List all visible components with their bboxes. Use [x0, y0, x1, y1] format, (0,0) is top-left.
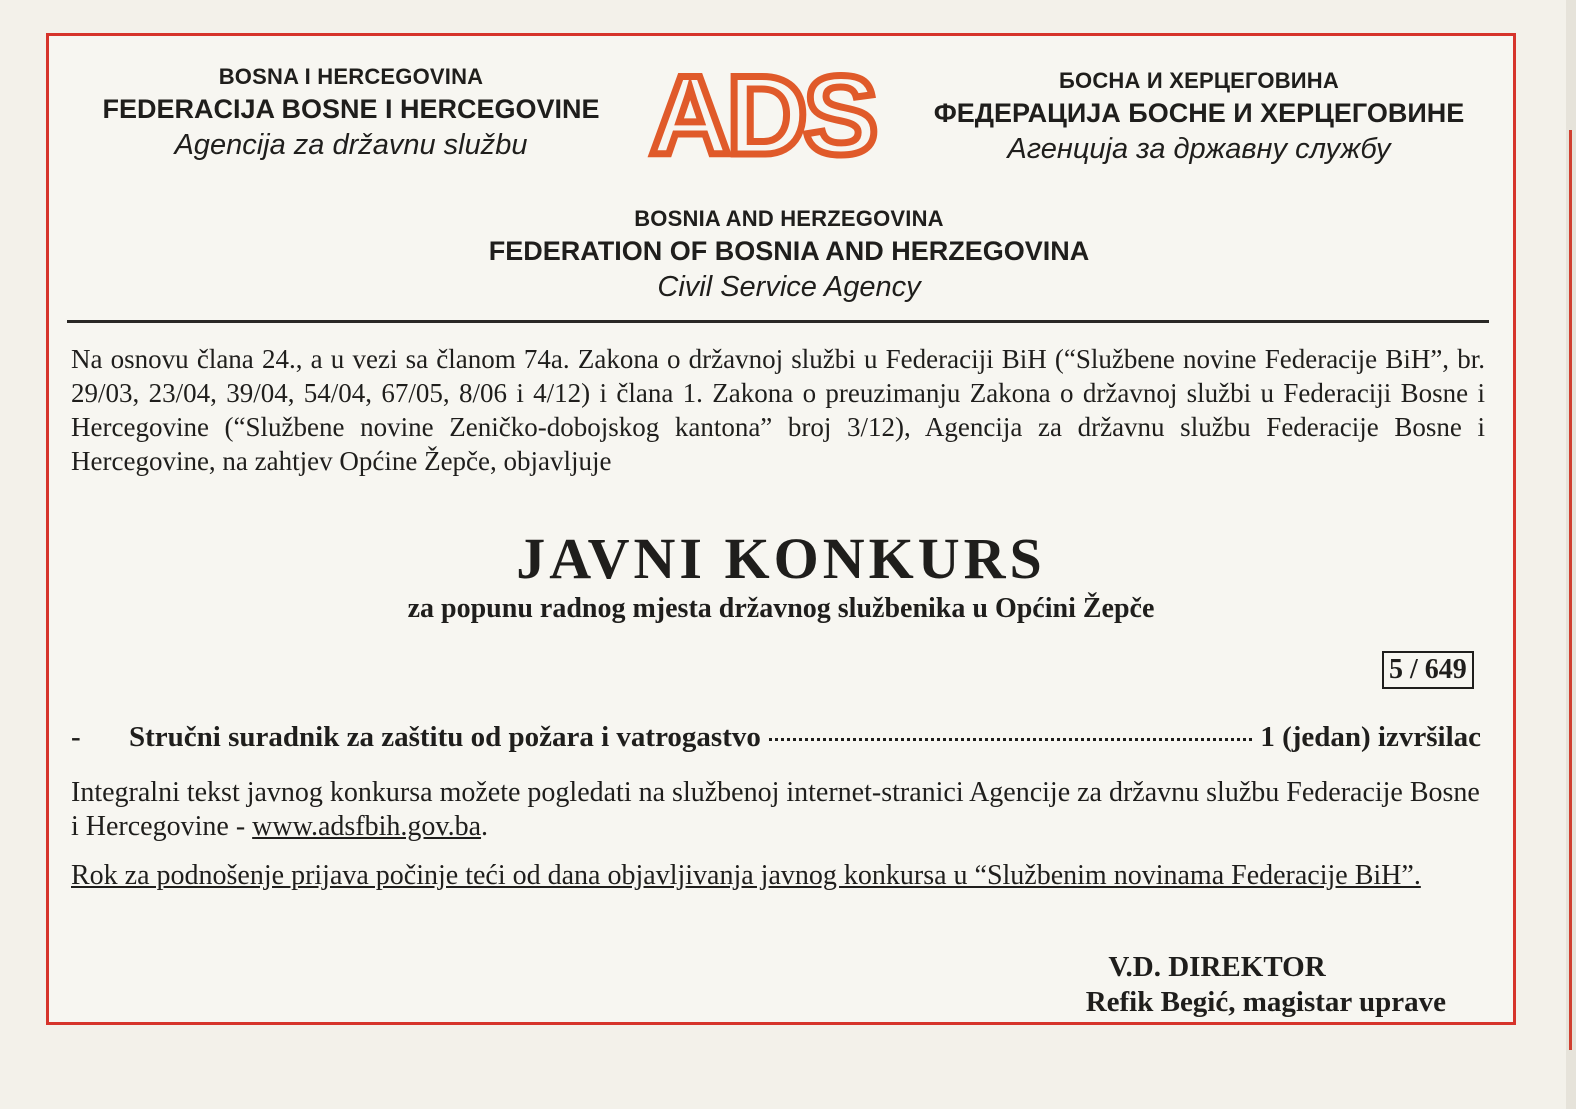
- full-text-before: Integralni tekst javnog konkursa možete pogledati na službenoj internet-stranici Agencije za državnu službu Federacije Bosne i Hercegovine -: [71, 777, 1480, 842]
- header-english: [409, 204, 1169, 306]
- ads-logo-text: ADS: [649, 56, 875, 166]
- position-dash: -: [71, 721, 81, 753]
- header-cyrillic: [914, 66, 1484, 168]
- header-country-en: BOSNIA AND HERZEGOVINA: [634, 206, 944, 231]
- position-line: [71, 721, 1481, 761]
- header-federation-en: FEDERATION OF BOSNIA AND HERZEGOVINA: [488, 236, 1090, 266]
- full-text-paragraph: [71, 776, 1485, 844]
- agency-website-link[interactable]: www.adsfbih.gov.ba: [252, 811, 482, 842]
- ads-logo: [637, 56, 887, 166]
- header-country-cyr: БОСНА И ХЕРЦЕГОВИНА: [1059, 68, 1339, 93]
- signature-title: V.D. DIREKTOR: [1108, 951, 1326, 983]
- header-agency-en: Civil Service Agency: [657, 271, 921, 303]
- signature-name: Refik Begić, magistar uprave: [1085, 986, 1446, 1018]
- full-text-after: .: [481, 811, 489, 842]
- adjacent-page-edge: [1566, 0, 1576, 1109]
- position-count: 1 (jedan) izvršilac: [1260, 721, 1481, 753]
- header-agency-cyr: Агенција за државну службу: [1007, 133, 1391, 165]
- dot-leader: [769, 738, 1252, 741]
- reference-number: 5 / 649: [1382, 651, 1474, 689]
- position-name: Stručni suradnik za zaštitu od požara i vatrogastvo: [129, 721, 761, 753]
- announcement-frame: [46, 33, 1516, 1025]
- adjacent-frame-line: [1569, 130, 1572, 1050]
- document-title: JAVNI KONKURS: [516, 526, 1046, 591]
- header-divider: [67, 320, 1489, 323]
- document-subtitle: za popunu radnog mjesta državnog službenika u Općini Žepče: [407, 593, 1155, 624]
- header-federation-cyr: ФЕДЕРАЦИЈА БОСНЕ И ХЕРЦЕГОВИНЕ: [933, 98, 1465, 128]
- deadline-paragraph: Rok za podnošenje prijava počinje teći od dana objavljivanja javnog konkursa u “Službenim novinama Federacije BiH”.: [71, 860, 1421, 891]
- header-federation: FEDERACIJA BOSNE I HERCEGOVINE: [102, 94, 600, 124]
- header-agency: Agencija za državnu službu: [174, 129, 528, 161]
- header-country: BOSNA I HERCEGOVINA: [218, 64, 484, 89]
- intro-paragraph: Na osnovu člana 24., a u vezi sa članom 74a. Zakona o državnoj službi u Federaciji BiH (“Službene novine Federacije BiH”, br. 29/03, 23/04, 39/04, 54/04, 67/05, 8/06 i 4/12) i člana 1. Zakona o preuzimanju Zakona o državnoj službi u Federaciji Bosne i Hercegovine (“Službene novine Zeničko-dobojskog kantona” broj 3/12), Agencija za državnu službu Federacije Bosne i Hercegovine, na zahtjev Općine Žepče, objavljuje: [71, 344, 1485, 476]
- header-latin: [71, 62, 631, 164]
